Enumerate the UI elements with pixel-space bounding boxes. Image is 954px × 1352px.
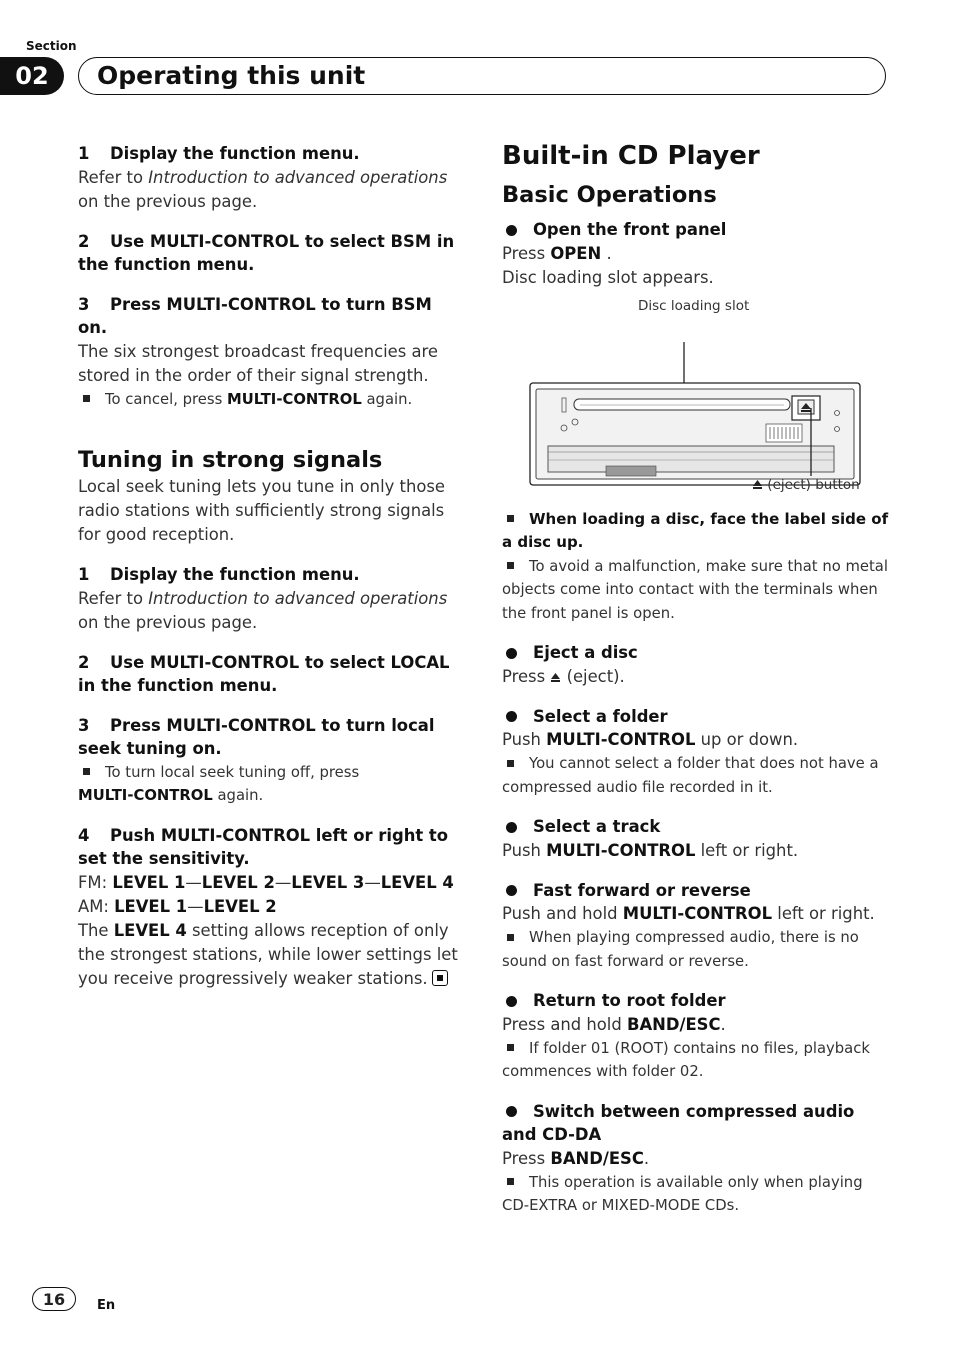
bullet-dot-icon (506, 822, 517, 833)
eject-disc-body: Press (eject). (502, 666, 625, 686)
fast-forward-body: Push and hold MULTI-CONTROL left or right. (502, 904, 875, 923)
am-levels: AM: LEVEL 1—LEVEL 2 (78, 896, 277, 916)
eject-icon (752, 479, 763, 490)
bsm-step-1: 1 Display the function menu. (78, 144, 360, 163)
fast-forward-label: Fast forward or reverse (502, 879, 892, 903)
select-folder-note: You cannot select a folder that does not have a compressed audio file recorded in it. (502, 755, 879, 796)
bullet-dot-icon (506, 225, 517, 236)
open-panel-press: Press OPEN . (502, 243, 612, 263)
root-folder-label: Return to root folder (502, 989, 892, 1013)
open-panel-label: Open the front panel (502, 218, 892, 242)
section-number-badge: 02 (0, 57, 64, 95)
tuning-step-4: 4 Push MULTI-CONTROL left or right to set the sensitivity. (78, 825, 449, 868)
language-code: En (97, 1298, 116, 1313)
section-label: Section (26, 39, 77, 53)
bullet-square-icon (507, 1178, 514, 1185)
end-mark-icon (432, 970, 448, 986)
root-folder-note: If folder 01 (ROOT) contains no files, playback commences with folder 02. (502, 1039, 870, 1080)
fm-levels: FM: LEVEL 1—LEVEL 2—LEVEL 3—LEVEL 4 (78, 872, 454, 892)
right-column (502, 138, 892, 1218)
bullet-square-icon (83, 395, 90, 402)
select-folder-label: Select a folder (502, 705, 892, 729)
bullet-square-icon (83, 768, 90, 775)
bullet-dot-icon (506, 711, 517, 722)
tuning-step-1: 1 Display the function menu. (78, 565, 360, 584)
tuning-heading: Tuning in strong signals (78, 447, 383, 473)
root-folder-body: Press and hold BAND/ESC. (502, 1014, 726, 1034)
tuning-note: To turn local seek tuning off, press MULTI-CONTROL again. (78, 763, 360, 804)
bsm-note: To cancel, press MULTI-CONTROL again. (78, 388, 466, 412)
tuning-step-1-body: Refer to Introduction to advanced operations on the previous page. (78, 588, 448, 632)
head-unit-drawing (502, 290, 892, 500)
tuning-intro: Local seek tuning lets you tune in only those radio stations with sufficiently strong signals for good reception. (78, 477, 445, 544)
switch-audio-note: This operation is available only when playing CD-EXTRA or MIXED-MODE CDs. (502, 1173, 863, 1214)
tuning-step-2: 2 Use MULTI-CONTROL to select LOCAL in the function menu. (78, 652, 450, 695)
cd-player-title: Built-in CD Player (502, 141, 760, 171)
bullet-square-icon (507, 1044, 514, 1051)
select-track-body: Push MULTI-CONTROL left or right. (502, 840, 799, 860)
bsm-step-3: 3 Press MULTI-CONTROL to turn BSM on. (78, 294, 432, 337)
switch-audio-label: Switch between compressed audio and CD-DA (502, 1101, 855, 1144)
bullet-dot-icon (506, 648, 517, 659)
eject-icon (550, 672, 561, 683)
loading-note: When loading a disc, face the label side of a disc up. (502, 509, 889, 551)
tuning-final: The LEVEL 4 setting allows reception of only the strongest stations, while lower settings let you receive progressively weaker stations. (78, 920, 458, 988)
bullet-square-icon (507, 515, 514, 522)
bullet-square-icon (507, 934, 514, 941)
page-number: 16 (32, 1287, 76, 1311)
slot-label: Disc loading slot (638, 297, 750, 314)
bsm-step-3-body: The six strongest broadcast frequencies are stored in the order of their signal strength. (78, 341, 439, 385)
left-column (78, 142, 466, 991)
bullet-square-icon (507, 760, 514, 767)
page-title: Operating this unit (97, 61, 366, 90)
bullet-dot-icon (506, 885, 517, 896)
bsm-step-1-body: Refer to Introduction to advanced operations on the previous page. (78, 167, 448, 211)
select-track-label: Select a track (502, 815, 892, 839)
open-panel-line2: Disc loading slot appears. (502, 267, 714, 287)
eject-disc-label: Eject a disc (502, 641, 892, 665)
eject-label: (eject) button (752, 477, 860, 493)
tuning-step-3: 3 Press MULTI-CONTROL to turn local seek tuning on. (78, 715, 435, 758)
front-panel-figure (502, 290, 892, 500)
bsm-step-2: 2 Use MULTI-CONTROL to select BSM in the function menu. (78, 231, 455, 274)
fast-forward-note: When playing compressed audio, there is no sound on fast forward or reverse. (502, 929, 859, 970)
basic-operations-heading: Basic Operations (502, 182, 717, 208)
bullet-square-icon (507, 562, 514, 569)
bullet-dot-icon (506, 1106, 517, 1117)
bullet-dot-icon (506, 996, 517, 1007)
switch-audio-body: Press BAND/ESC. (502, 1148, 650, 1168)
malfunction-note: To avoid a malfunction, make sure that no metal objects come into contact with the terminals when the front panel is open. (502, 557, 888, 622)
select-folder-body: Push MULTI-CONTROL up or down. (502, 730, 799, 749)
